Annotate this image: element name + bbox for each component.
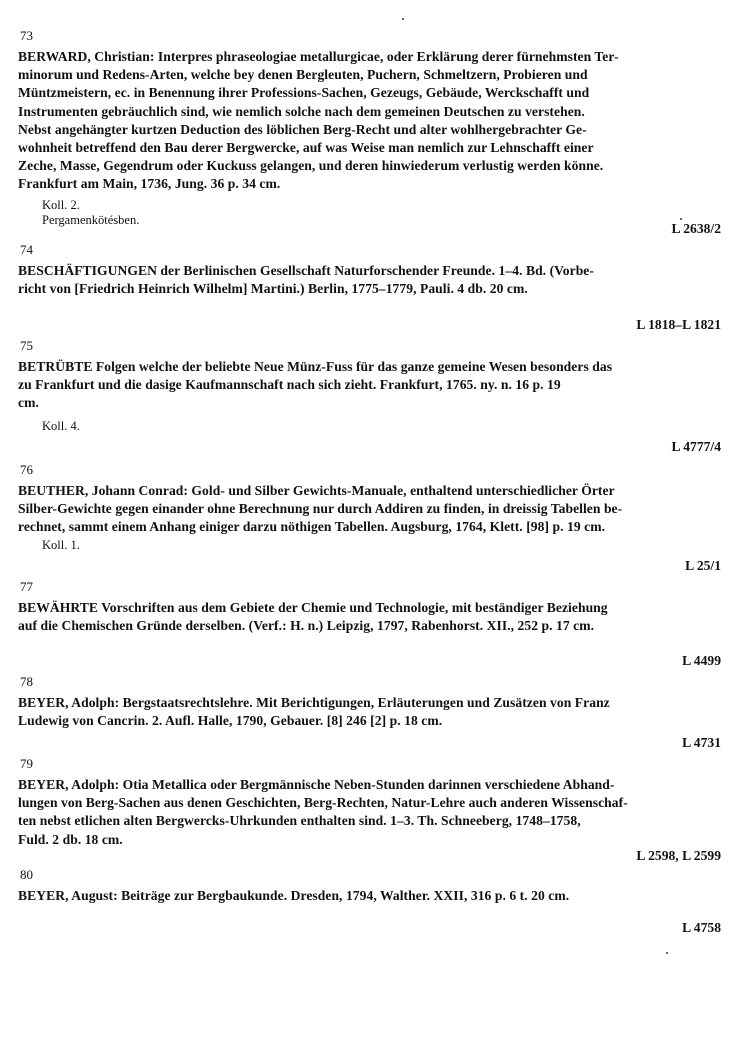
- entry-line: minorum und Redens-Arten, welche bey denen Bergleuten, Puchern, Schmeltzern, Probieren und: [18, 67, 588, 83]
- shelf-signature: L 2638/2: [671, 220, 721, 236]
- entry-description: [18, 887, 723, 905]
- catalog-page: [18, 28, 723, 937]
- entry-line: BESCHÄFTIGUNGEN der Berlinischen Gesellschaft Naturforschender Freunde. 1–4. Bd. (Vorbe-: [18, 262, 594, 278]
- catalog-entry: [18, 756, 723, 865]
- entry-line: richt von [Friedrich Heinrich Wilhelm] Martini.) Berlin, 1775–1779, Pauli. 4 db. 20 cm.: [18, 280, 528, 296]
- entry-note: Koll. 2.: [42, 197, 80, 212]
- scan-speck: [680, 218, 682, 220]
- entry-number: 74: [20, 241, 33, 257]
- entry-line: Frankfurt am Main, 1736, Jung. 36 p. 34 cm.: [18, 176, 281, 192]
- shelf-signature: L 4758: [682, 920, 721, 936]
- entry-number: 76: [20, 461, 33, 477]
- entry-line: BEYER, Adolph: Otia Metallica oder Bergmännische Neben-Stunden darinnen verschiedene Abhand-: [18, 777, 615, 793]
- entry-line: cm.: [18, 395, 39, 411]
- entry-line: BEYER, August: Beiträge zur Bergbaukunde. Dresden, 1794, Walther. XXII, 316 p. 6 t. 20 cm.: [18, 887, 570, 903]
- entry-line: Instrumenten gebräuchlich sind, wie nemlich solche nach dem gemeinen Deutschen zu verstehen.: [18, 103, 585, 119]
- entry-line: zu Frankfurt und die dasige Kaufmannschaft nach sich zieht. Frankfurt, 1765. ny. n. 16 p. 19: [18, 377, 561, 393]
- entry-line: BETRÜBTE Folgen welche der beliebte Neue Münz-Fuss für das ganze gemeine Wesen besonders das: [18, 359, 613, 375]
- entry-line: ten nebst etlichen alten Bergwercks-Uhrkunden enthalten sind. 1–3. Th. Schneeberg, 1748–1758,: [18, 813, 581, 829]
- entry-line: BERWARD, Christian: Interpres phraseologiae metallurgicae, oder Erklärung derer fürnehmsten Ter-: [18, 49, 619, 64]
- entry-line: wohnheit betreffend den Bau derer Bergwercke, auf was Weise man nemlich zur Lehnschafft einer: [18, 140, 594, 156]
- entry-line: Nebst angehängter kurtzen Deduction des löblichen Berg-Recht und alter wohlhergebrachter Ge-: [18, 121, 587, 137]
- entry-line: Müntzmeistern, ec. in Benennung ihrer Professions-Sachen, Gezeugs, Gebäude, Werckschafft und: [18, 85, 590, 101]
- catalog-entry: [18, 28, 723, 238]
- entry-line: lungen von Berg-Sachen aus denen Geschichten, Berg-Rechten, Natur-Lehre auch anderen Wissenschaf-: [18, 795, 628, 811]
- entry-line: auf die Chemischen Gründe derselben. (Verf.: H. n.) Leipzig, 1797, Rabenhorst. XII., 252 p. 17 cm.: [18, 618, 595, 634]
- entry-line: BEWÄHRTE Vorschriften aus dem Gebiete der Chemie und Technologie, mit beständiger Beziehung: [18, 600, 608, 616]
- entry-number: 80: [20, 866, 33, 882]
- scan-speck: [402, 18, 404, 20]
- entry-number: 77: [20, 579, 33, 595]
- entry-description: [18, 482, 723, 537]
- catalog-entry: [18, 462, 723, 576]
- entry-line: Silber-Gewichte gegen einander ohne Berechnung nur durch Addiren zu finden, in dreissig Tabellen be-: [18, 500, 623, 516]
- shelf-signature: L 4731: [682, 735, 721, 751]
- scan-speck: [666, 952, 668, 954]
- entry-line: Fuld. 2 db. 18 cm.: [18, 831, 123, 847]
- entry-number: 79: [20, 756, 33, 772]
- entry-line: Ludewig von Cancrin. 2. Aufl. Halle, 1790, Gebauer. [8] 246 [2] p. 18 cm.: [18, 712, 443, 728]
- entry-line: Zeche, Masse, Gegendrum oder Kuckuss gelangen, und deren hinwiederum verlustig werden könne.: [18, 158, 604, 174]
- entry-line: BEUTHER, Johann Conrad: Gold- und Silber Gewichts-Manuale, enthaltend unterschiedlicher Örter: [18, 482, 615, 498]
- shelf-signature: L 1818–L 1821: [636, 317, 721, 333]
- entry-description: [18, 48, 723, 194]
- entry-number: 75: [20, 338, 33, 354]
- entry-number: 78: [20, 673, 33, 689]
- entry-description: [18, 599, 723, 635]
- catalog-entry: [18, 674, 723, 752]
- shelf-signature: L 2598, L 2599: [636, 847, 721, 863]
- entry-number: 73: [20, 28, 33, 43]
- entry-description: [18, 694, 723, 730]
- shelf-signature: L 4499: [682, 652, 721, 668]
- entry-note: Koll. 1.: [42, 538, 80, 553]
- entry-line: rechnet, sammt einem Anhang einiger darzu nöthigen Tabellen. Augsburg, 1764, Klett. [98] p. 19 cm.: [18, 519, 606, 535]
- catalog-entry: [18, 579, 723, 669]
- entry-note: Koll. 4.: [42, 418, 80, 433]
- entry-line: BEYER, Adolph: Bergstaatsrechtslehre. Mit Berichtigungen, Erläuterungen und Zusätzen von Franz: [18, 694, 610, 710]
- catalog-entry: [18, 338, 723, 456]
- entry-description: [18, 776, 723, 849]
- catalog-entry: [18, 867, 723, 937]
- entry-description: [18, 262, 723, 298]
- shelf-signature: L 4777/4: [671, 438, 721, 454]
- catalog-entry: [18, 242, 723, 334]
- shelf-signature: L 25/1: [685, 558, 721, 574]
- entry-note: Pergamenkötésben.: [42, 212, 140, 227]
- entry-description: [18, 358, 723, 413]
